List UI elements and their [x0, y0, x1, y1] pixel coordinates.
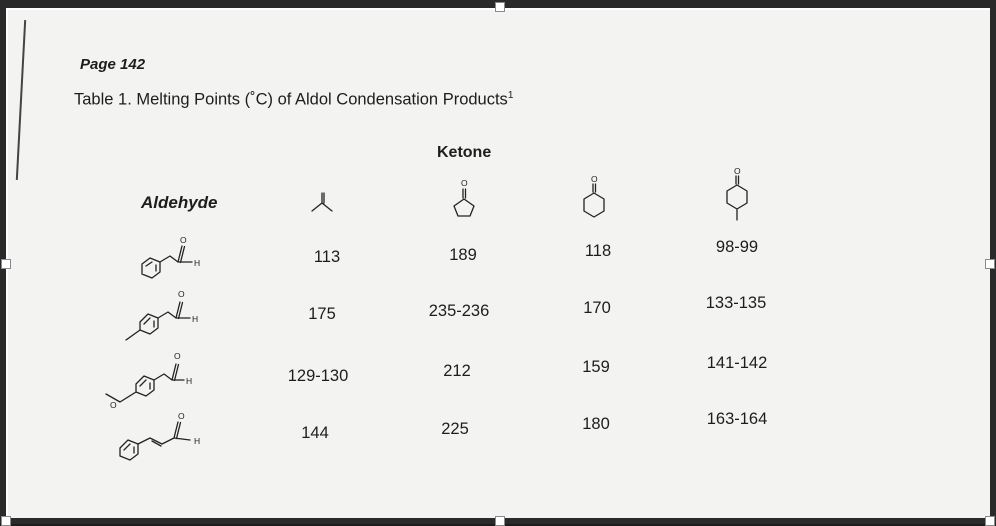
cell-r1-c1: 113 [313, 248, 341, 266]
cell-r4-c2: 225 [441, 420, 469, 438]
svg-text:O: O [178, 289, 185, 299]
cell-r3-c4: 141-142 [706, 354, 768, 372]
cell-r4-c3: 180 [582, 415, 610, 433]
cell-r1-c3: 118 [584, 242, 612, 260]
4-methylcyclohexanone-structure-icon [719, 166, 755, 222]
resize-handle-bottom-right[interactable] [985, 516, 995, 526]
benzaldehyde-structure-icon [136, 234, 206, 284]
cinnamaldehyde-structure-icon [114, 410, 209, 466]
resize-handle-bottom[interactable] [495, 516, 505, 526]
svg-text:O: O [174, 351, 181, 361]
p-anisaldehyde-structure-icon [100, 350, 195, 410]
svg-text:O: O [178, 411, 185, 421]
svg-text:O: O [110, 400, 117, 410]
svg-text:O: O [734, 166, 741, 176]
svg-text:H: H [194, 258, 201, 268]
acetone-structure-icon [308, 185, 338, 215]
table-title: Table 1. Melting Points (˚C) of Aldol Condensation Products$^1$ [74, 90, 514, 109]
resize-handle-top[interactable] [495, 2, 505, 12]
cell-r2-c2: 235-236 [428, 302, 490, 320]
page-number: Page 142 [80, 56, 146, 73]
svg-text:O: O [591, 174, 598, 184]
resize-handle-right[interactable] [985, 259, 995, 269]
p-tolualdehyde-structure-icon [120, 288, 200, 344]
aldehyde-row-header: Aldehyde [141, 193, 218, 212]
cell-r2-c3: 170 [583, 299, 611, 317]
cell-r2-c4: 133-135 [705, 294, 767, 312]
resize-handle-bottom-left[interactable] [1, 516, 11, 526]
cell-r3-c3: 159 [582, 358, 610, 376]
cell-r1-c2: 189 [449, 246, 477, 264]
cell-r1-c4: 98-99 [715, 238, 759, 256]
svg-text:H: H [192, 314, 199, 324]
cyclohexanone-structure-icon [576, 174, 612, 218]
cell-r3-c2: 212 [443, 362, 471, 380]
cell-r4-c1: 144 [301, 424, 329, 442]
resize-handle-left[interactable] [1, 259, 11, 269]
cyclopentanone-structure-icon [446, 178, 482, 218]
ketone-column-header: Ketone [437, 144, 492, 161]
svg-text:H: H [186, 376, 193, 386]
svg-text:H: H [194, 436, 201, 446]
svg-text:O: O [180, 235, 187, 245]
svg-text:O: O [461, 178, 468, 188]
cell-r2-c1: 175 [308, 305, 336, 323]
cell-r4-c4: 163-164 [706, 410, 768, 428]
cell-r3-c1: 129-130 [287, 367, 349, 385]
